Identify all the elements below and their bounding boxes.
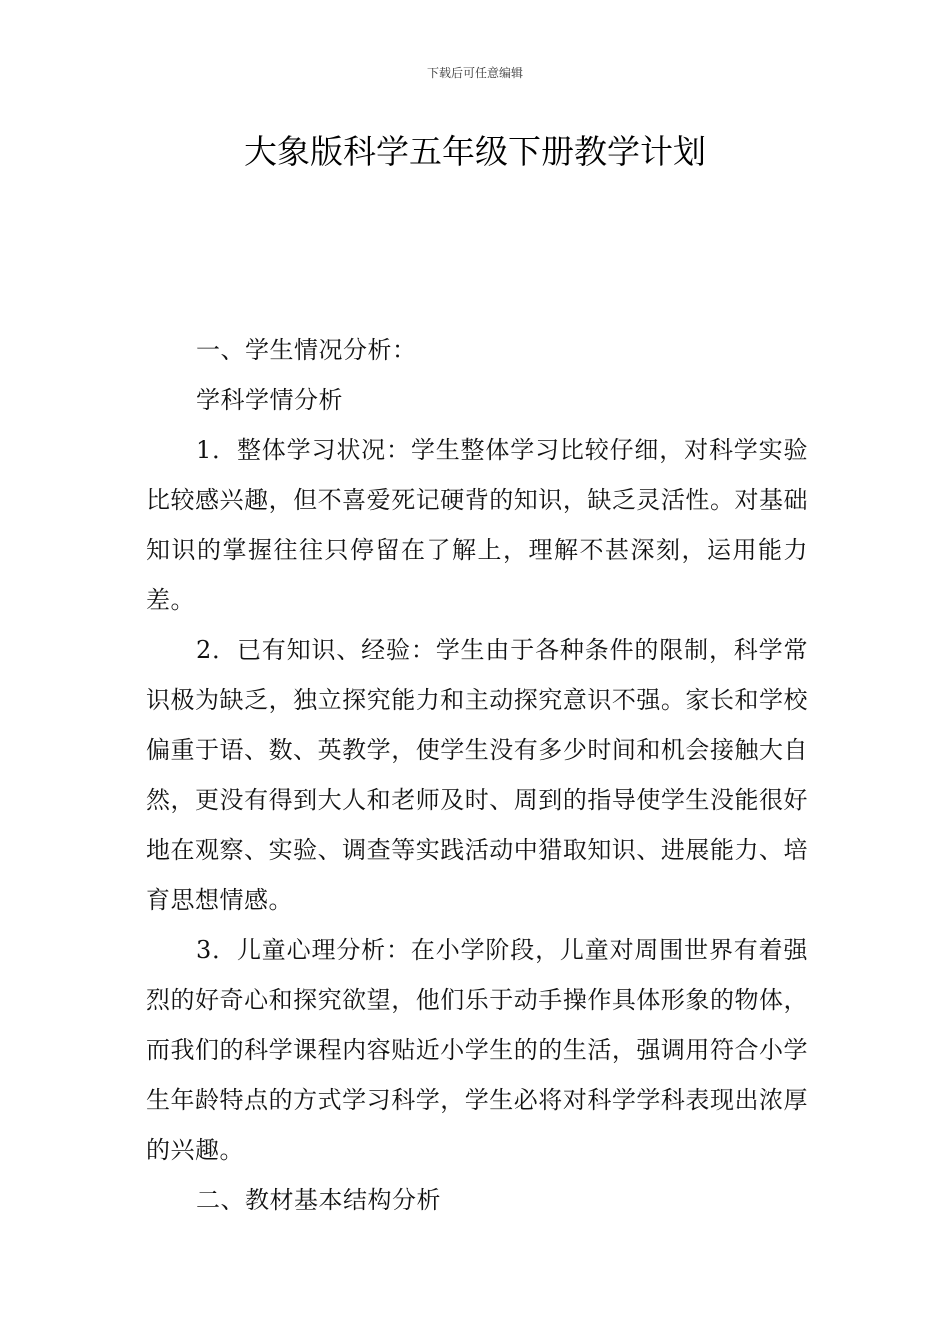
document-body — [146, 325, 808, 1225]
document-title: 大象版科学五年级下册教学计划 — [244, 132, 706, 171]
page-header-note: 下载后可任意编辑 — [426, 66, 523, 80]
paragraph-child-psychology: 3．儿童心理分析：在小学阶段，儿童对周围世界有着强烈的好奇心和探究欲望，他们乐于动手操作具体形象的物体，而我们的科学课程内容贴近小学生的的生活，强调用符合小学生年龄特点的方式学习科学，学生必将对科学学科表现出浓厚的兴趣。 — [146, 936, 808, 1164]
section-heading-textbook-structure: 二、教材基本结构分析 — [196, 1186, 441, 1214]
paragraph-prior-knowledge: 2．已有知识、经验：学生由于各种条件的限制，科学常识极为缺乏，独立探究能力和主动探究意识不强。家长和学校偏重于语、数、英教学，使学生没有多少时间和机会接触大自然，更没有得到大人和老师及时、周到的指导使学生没能很好地在观察、实验、调查等实践活动中猎取知识、进展能力、培育思想情感。 — [146, 636, 808, 914]
section-heading-student-analysis: 一、学生情况分析： — [196, 336, 417, 364]
subheading-learning-analysis: 学科学情分析 — [196, 386, 343, 414]
paragraph-overall-learning: 1．整体学习状况：学生整体学习比较仔细，对科学实验比较感兴趣，但不喜爱死记硬背的知识，缺乏灵活性。对基础知识的掌握往往只停留在了解上，理解不甚深刻，运用能力差。 — [146, 436, 808, 614]
